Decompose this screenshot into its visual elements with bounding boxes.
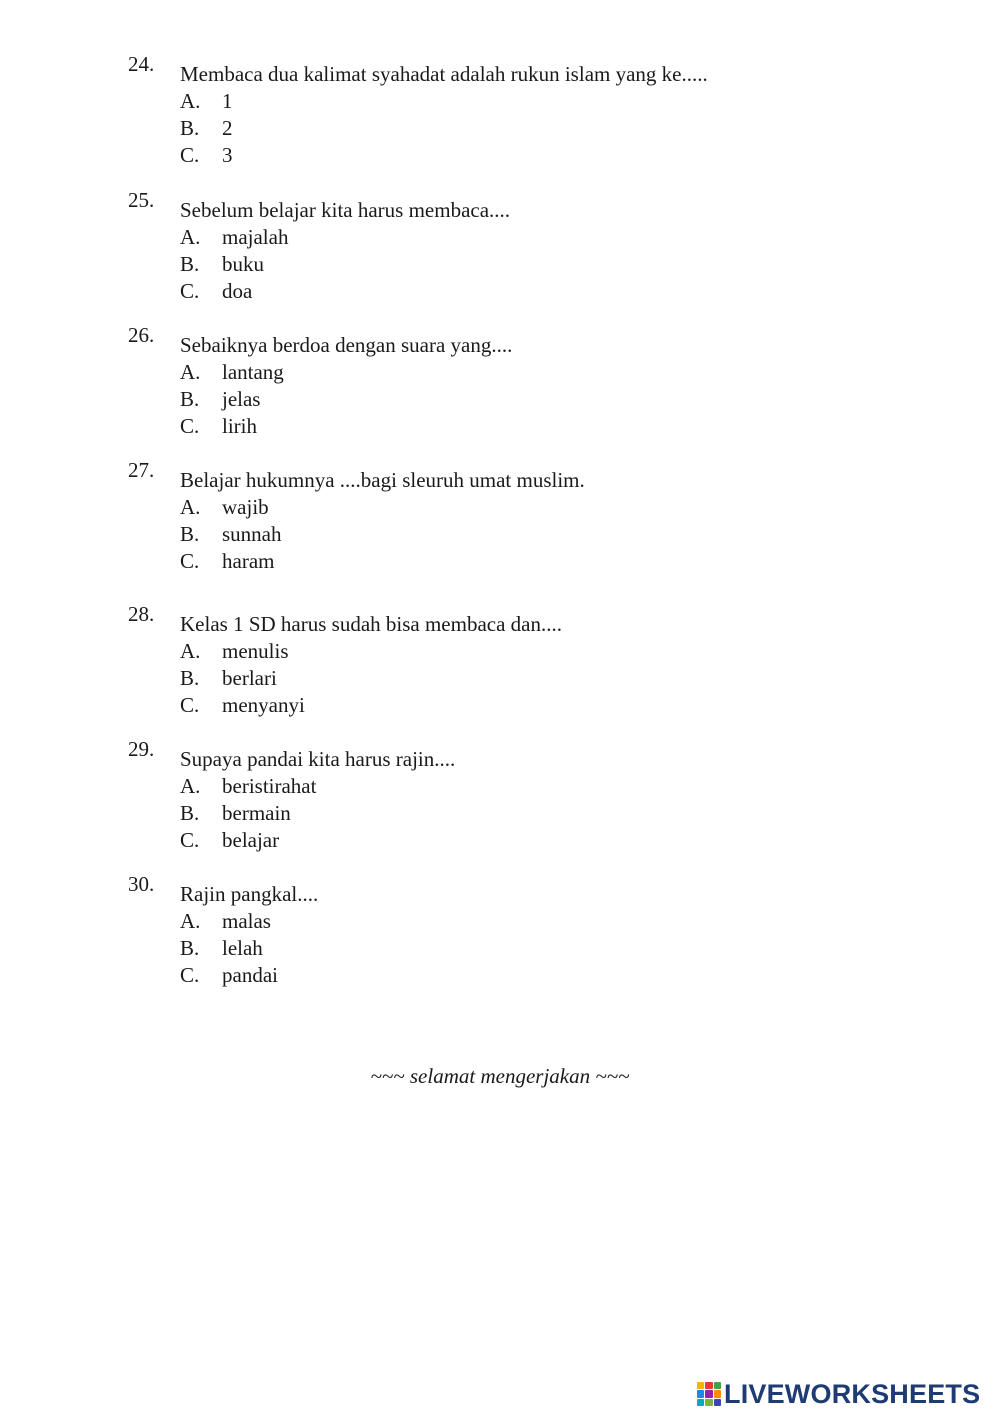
question-number: 27.	[128, 458, 155, 482]
option-letter: B.	[180, 936, 200, 960]
option-text: pandai	[222, 963, 278, 987]
option-text: berlari	[222, 666, 277, 690]
option-a[interactable]	[180, 495, 269, 519]
option-text: majalah	[222, 225, 289, 249]
option-letter: B.	[180, 252, 200, 276]
option-letter: C.	[180, 549, 200, 573]
option-b[interactable]	[180, 801, 291, 825]
option-letter: A.	[180, 495, 201, 519]
question-text: Sebelum belajar kita harus membaca....	[180, 198, 511, 222]
logo-cell	[714, 1390, 721, 1397]
option-text: jelas	[222, 387, 261, 411]
brand-name: LIVEWORKSHEETS	[724, 1378, 981, 1409]
option-text: sunnah	[222, 522, 282, 546]
option-text: lirih	[222, 414, 257, 438]
question-number: 30.	[128, 872, 155, 896]
option-text: haram	[222, 549, 275, 573]
option-b[interactable]	[180, 936, 263, 960]
option-b[interactable]	[180, 116, 233, 140]
option-a[interactable]	[180, 225, 288, 249]
option-b[interactable]	[180, 666, 277, 690]
question-number: 26.	[128, 323, 155, 347]
liveworksheets-logo-icon	[697, 1382, 721, 1406]
option-text: buku	[222, 252, 264, 276]
option-letter: B.	[180, 666, 200, 690]
option-c[interactable]	[180, 143, 233, 167]
question-text: Rajin pangkal....	[180, 882, 319, 906]
option-letter: C.	[180, 963, 200, 987]
option-a[interactable]	[180, 774, 316, 798]
option-text: menyanyi	[222, 693, 305, 717]
option-letter: A.	[180, 909, 201, 933]
option-text: 1	[222, 89, 233, 113]
option-text: lantang	[222, 360, 284, 384]
logo-cell	[705, 1399, 712, 1406]
question-number: 25.	[128, 188, 155, 212]
option-b[interactable]	[180, 252, 264, 276]
option-b[interactable]	[180, 522, 282, 546]
option-letter: C.	[180, 828, 200, 852]
question-text: Sebaiknya berdoa dengan suara yang....	[180, 333, 513, 357]
option-letter: B.	[180, 522, 200, 546]
option-c[interactable]	[180, 828, 279, 852]
question-text: Supaya pandai kita harus rajin....	[180, 747, 456, 771]
option-c[interactable]	[180, 414, 257, 438]
option-c[interactable]	[180, 963, 278, 987]
option-c[interactable]	[180, 279, 252, 303]
option-text: malas	[222, 909, 271, 933]
logo-cell	[697, 1390, 704, 1397]
option-letter: B.	[180, 801, 200, 825]
question-text: Membaca dua kalimat syahadat adalah rukun islam yang ke.....	[180, 62, 708, 86]
logo-cell	[714, 1382, 721, 1389]
question-number: 28.	[128, 602, 155, 626]
logo-cell	[705, 1390, 712, 1397]
option-text: 2	[222, 116, 233, 140]
liveworksheets-branding[interactable]	[697, 1378, 980, 1410]
option-letter: C.	[180, 693, 200, 717]
option-a[interactable]	[180, 639, 289, 663]
question-number: 29.	[128, 737, 155, 761]
question-text: Kelas 1 SD harus sudah bisa membaca dan....	[180, 612, 562, 636]
option-a[interactable]	[180, 89, 233, 113]
option-text: belajar	[222, 828, 280, 852]
option-letter: A.	[180, 225, 201, 249]
logo-cell	[705, 1382, 712, 1389]
option-text: bermain	[222, 801, 291, 825]
option-c[interactable]	[180, 693, 305, 717]
option-text: menulis	[222, 639, 289, 663]
question-text: Belajar hukumnya ....bagi sleuruh umat muslim.	[180, 468, 585, 492]
option-text: lelah	[222, 936, 263, 960]
option-b[interactable]	[180, 387, 260, 411]
option-text: doa	[222, 279, 253, 303]
option-letter: C.	[180, 414, 200, 438]
option-text: 3	[222, 143, 233, 167]
option-text: wajib	[222, 495, 269, 519]
option-c[interactable]	[180, 549, 274, 573]
option-letter: C.	[180, 143, 200, 167]
question-number: 24.	[128, 52, 155, 76]
option-letter: A.	[180, 774, 201, 798]
option-letter: B.	[180, 387, 200, 411]
option-text: beristirahat	[222, 774, 317, 798]
option-letter: A.	[180, 89, 201, 113]
logo-cell	[697, 1382, 704, 1389]
option-letter: A.	[180, 360, 201, 384]
option-letter: B.	[180, 116, 200, 140]
option-a[interactable]	[180, 909, 271, 933]
option-letter: C.	[180, 279, 200, 303]
logo-cell	[714, 1399, 721, 1406]
option-a[interactable]	[180, 360, 284, 384]
logo-cell	[697, 1399, 704, 1406]
option-letter: A.	[180, 639, 201, 663]
closing-message: ~~~ selamat mengerjakan ~~~	[370, 1064, 630, 1088]
